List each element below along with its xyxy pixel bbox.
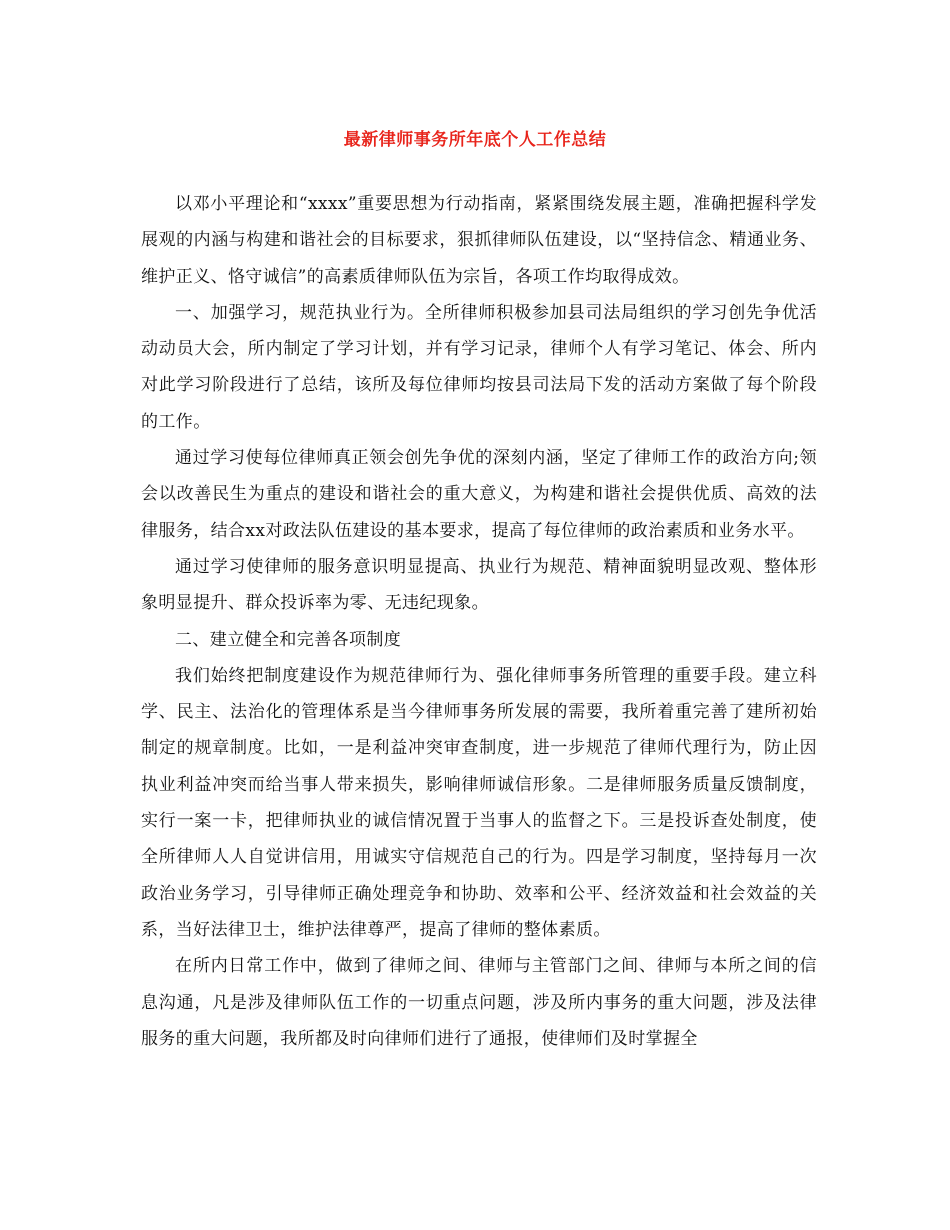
document-body	[141, 186, 817, 1057]
paragraph-study-effect: 通过学习使每位律师真正领会创先争优的深刻内涵，坚定了律师工作的政治方向;领会以改善民生为重点的建设和谐社会的重大意义，为构建和谐社会提供优质、高效的法律服务，结合xx对政法队伍建设的基本要求，提高了每位律师的政治素质和业务水平。	[141, 448, 817, 541]
paragraph-institution-building: 我们始终把制度建设作为规范律师行为、强化律师事务所管理的重要手段。建立科学、民主、法治化的管理体系是当今律师事务所发展的需要，我所着重完善了建所初始制定的规章制度。比如，一是利益冲突审查制度，进一步规范了律师代理行为，防止因执业利益冲突而给当事人带来损失，影响律师诚信形象。二是律师服务质量反馈制度，实行一案一卡，把律师执业的诚信情况置于当事人的监督之下。三是投诉查处制度，使全所律师人人自觉讲信用，用诚实守信规范自己的行为。四是学习制度，坚持每月一次政治业务学习，引导律师正确处理竞争和协助、效率和公平、经济效益和社会效益的关系，当好法律卫士，维护法律尊严，提高了律师的整体素质。	[141, 665, 817, 940]
paragraph-daily-work: 在所内日常工作中，做到了律师之间、律师与主管部门之间、律师与本所之间的信息沟通，凡是涉及律师队伍工作的一切重点问题，涉及所内事务的重大问题，涉及法律服务的重大问题，我所都及时向律师们进行了通报，使律师们及时掌握全	[141, 956, 817, 1049]
document-title: 最新律师事务所年底个人工作总结	[343, 130, 607, 150]
paragraph-section-1: 一、加强学习，规范执业行为。全所律师积极参加县司法局组织的学习创先争优活动动员大会，所内制定了学习计划，并有学习记录，律师个人有学习笔记、体会、所内对此学习阶段进行了总结，该所及每位律师均按县司法局下发的活动方案做了每个阶段的工作。	[141, 302, 817, 432]
paragraph-service-awareness: 通过学习使律师的服务意识明显提高、执业行为规范、精神面貌明显改观、整体形象明显提升、群众投诉率为零、无违纪现象。	[141, 556, 817, 614]
paragraph-section-2-heading: 二、建立健全和完善各项制度	[175, 629, 402, 650]
paragraph-intro: 以邓小平理论和“xxxx”重要思想为行动指南，紧紧围绕发展主题，准确把握科学发展观的内涵与构建和谐社会的目标要求，狠抓律师队伍建设，以“坚持信念、精通业务、维护正义、恪守诚信”的高素质律师队伍为宗旨，各项工作均取得成效。	[141, 194, 817, 287]
